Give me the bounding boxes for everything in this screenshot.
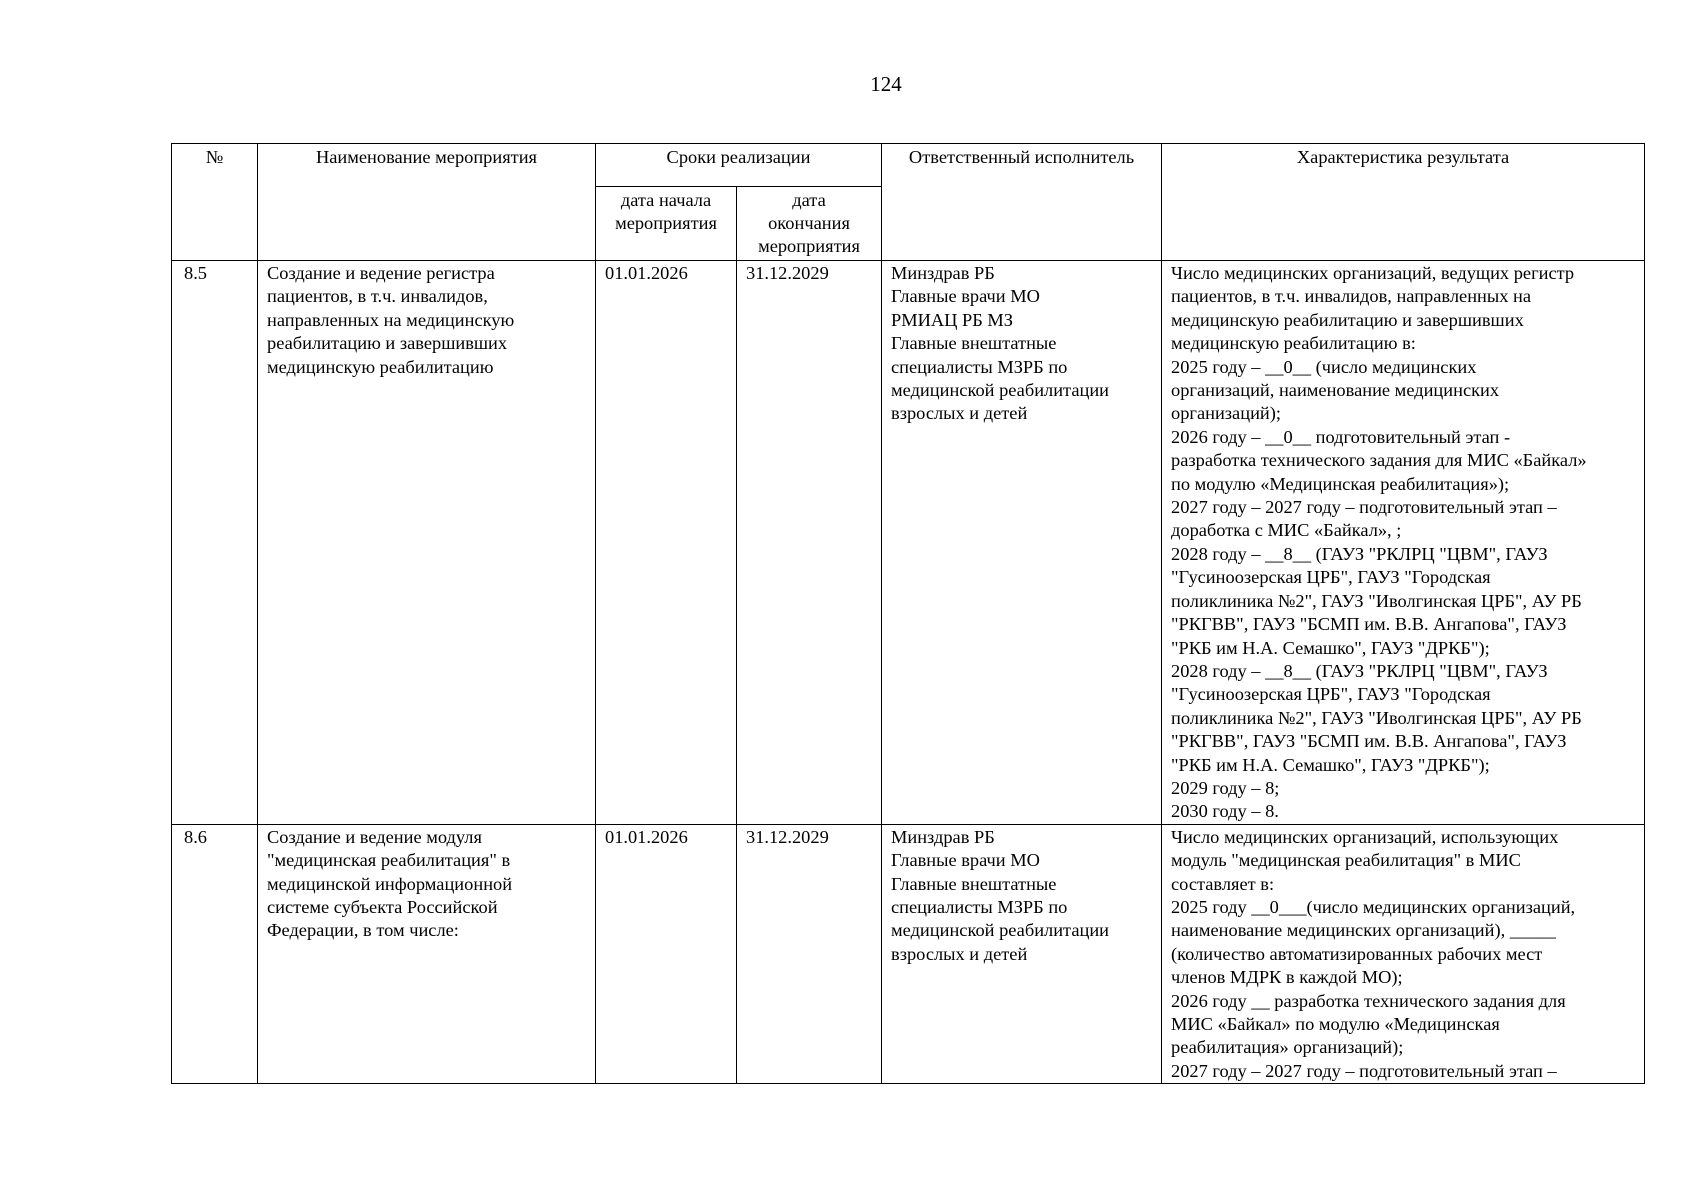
start-date: 01.01.2026	[596, 261, 737, 825]
table-row	[172, 824, 1645, 1083]
executor: Минздрав РБ Главные врачи МО РМИАЦ РБ МЗ Главные внештатные специалисты МЗРБ по медицинской реабилитации взрослых и детей	[882, 261, 1162, 825]
start-date: 01.01.2026	[596, 824, 737, 1083]
activities-table	[171, 143, 1645, 1084]
page-number: 124	[870, 72, 902, 96]
header-executor: Ответственный исполнитель	[882, 144, 1162, 261]
row-number: 8.6	[172, 824, 258, 1083]
header-terms: Сроки реализации	[596, 144, 882, 187]
end-date: 31.12.2029	[737, 824, 882, 1083]
header-result: Характеристика результата	[1162, 144, 1645, 261]
result-description: Число медицинских организаций, использующих модуль "медицинская реабилитация" в МИС составляет в: 2025 году __0___(число медицинских организаций, наименование медицинских организаций), _____ (количество автоматизированных рабочих мест членов МДРК в каждой МО); 2026 году __ разработка технического задания для МИС «Байкал» по модулю «Медицинская реабилитация» организаций); 2027 году – 2027 году – подготовительный этап –	[1162, 824, 1645, 1083]
row-number: 8.5	[172, 261, 258, 825]
result-description: Число медицинских организаций, ведущих регистр пациентов, в т.ч. инвалидов, направленных на медицинскую реабилитацию и завершивших медицинскую реабилитацию в: 2025 году – __0__ (число медицинских организаций, наименование медицинских организаций); 2026 году – __0__ подготовительный этап - разработка технического задания для МИС «Байкал» по модулю «Медицинская реабилитация»); 2027 году – 2027 году – подготовительный этап – доработка с МИС «Байкал», ; 2028 году – __8__ (ГАУЗ "РКЛРЦ "ЦВМ", ГАУЗ "Гусиноозерская ЦРБ", ГАУЗ "Городская поликлиника №2", ГАУЗ "Иволгинская ЦРБ", АУ РБ "РКГВВ", ГАУЗ "БСМП им. В.В. Ангапова", ГАУЗ "РКБ им Н.А. Семашко", ГАУЗ "ДРКБ"); 2028 году – __8__ (ГАУЗ "РКЛРЦ "ЦВМ", ГАУЗ "Гусиноозерская ЦРБ", ГАУЗ "Городская поликлиника №2", ГАУЗ "Иволгинская ЦРБ", АУ РБ "РКГВВ", ГАУЗ "БСМП им. В.В. Ангапова", ГАУЗ "РКБ им Н.А. Семашко", ГАУЗ "ДРКБ"); 2029 году – 8; 2030 году – 8.	[1162, 261, 1645, 825]
header-num: №	[172, 144, 258, 261]
executor: Минздрав РБ Главные врачи МО Главные внештатные специалисты МЗРБ по медицинской реабилитации взрослых и детей	[882, 824, 1162, 1083]
activity-name: Создание и ведение модуля "медицинская реабилитация" в медицинской информационной системе субъекта Российской Федерации, в том числе:	[258, 824, 596, 1083]
table-row	[172, 261, 1645, 825]
activity-name: Создание и ведение регистра пациентов, в т.ч. инвалидов, направленных на медицинскую реабилитацию и завершивших медицинскую реабилитацию	[258, 261, 596, 825]
header-start-date: дата начала мероприятия	[596, 187, 737, 261]
header-end-date: дата окончания мероприятия	[737, 187, 882, 261]
header-name: Наименование мероприятия	[258, 144, 596, 261]
end-date: 31.12.2029	[737, 261, 882, 825]
